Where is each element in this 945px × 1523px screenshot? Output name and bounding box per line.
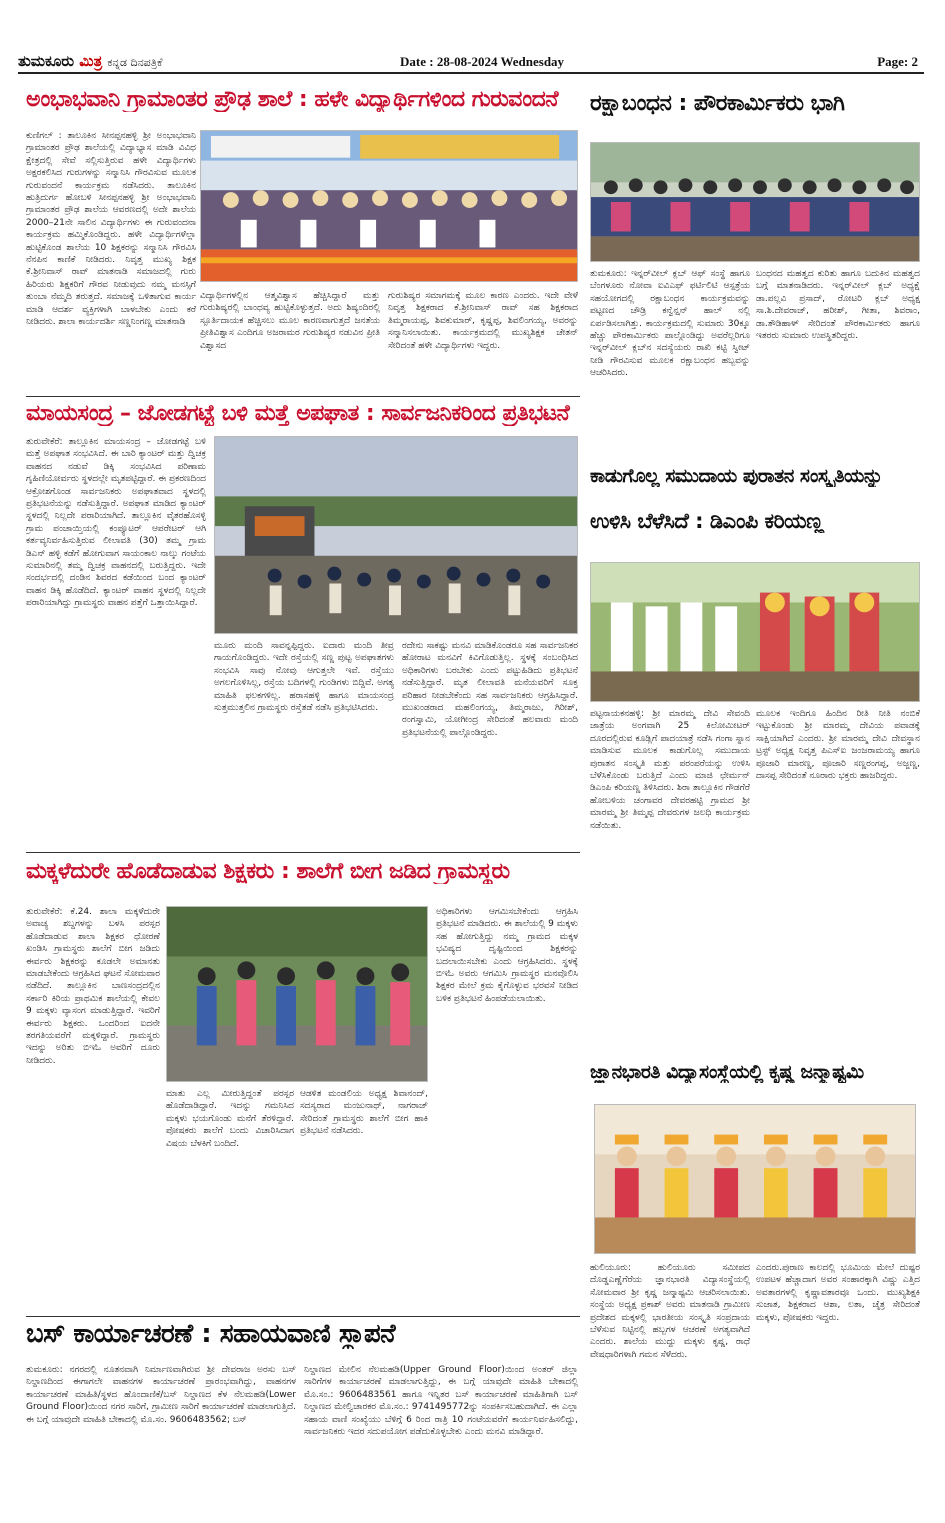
headline-kadugolla-line2: ಉಳಿಸಿ ಬೆಳೆಸಿದೆ : ಡಿಎಂಪಿ ಕರಿಯಣ್ಣ: [590, 510, 824, 533]
article-kadugolla-col1: ಪಟ್ಟನಾಯಕನಹಳ್ಳಿ: ಶ್ರೀ ಮಾರಮ್ಮ ದೇವಿ ಸೇವಂದಿ ಜಾತ್ರೆಯ ಅಂಗವಾಗಿ 25 ಕಿಲೋಮೀಟರ್ ದೂರದಲ್ಲಿರುವ ಕೂಡ್ಲಿಗೆ ಪಾದಯಾತ್ರೆ ನಡೆಸಿ ಗಂಗಾ ಸ್ನಾನ ಮಾಡಿಸುವ ಮೂಲಕ ಕಾಡುಗೊಲ್ಲ ಸಮುದಾಯ ಪುರಾತನ ಸಂಸ್ಕೃತಿ ಮತ್ತು ಪರಂಪರೆಯನ್ನು ಉಳಿಸಿ ಬೆಳೆಸಿಕೊಂಡು ಬರುತ್ತಿದೆ ಎಂದು ಮಾಜಿ ಛೇರ್ಮನ್ ಡಿಎಂಪಿ ಕರಿಯಣ್ಣ ತಿಳಿಸಿದರು. ಶಿರಾ ತಾಲ್ಲೂಕಿನ ಗೌಡಗೆರೆ ಹೋಬಳಿಯ ಚಂಗಾವರ ದೇವರಹಟ್ಟಿ ಗ್ರಾಮದ ಶ್ರೀ ಮಾರಮ್ಮ ಶ್ರೀ ತಿಮ್ಮಪ್ಪ ದೇವರುಗಳ ಜಲಧಿ ಕಾರ್ಯಕ್ರಮ ನಡೆಯಿತು.: [590, 709, 750, 831]
raksha-bandhan-group-photo: [590, 142, 920, 262]
article-accident-col2: ಮೂರು ಮಂದಿ ಸಾವನ್ನಪ್ಪಿದ್ದರು. ಐದಾರು ಮಂದಿ ತೀವ್ರ ಗಾಯಗೊಂಡಿದ್ದರು. ಇದೇ ರಸ್ತೆಯಲ್ಲಿ ಸಣ್ಣ ಪುಟ್ಟ ಅಪಘಾತಗಳು ಸಂಭವಿಸಿ ಸಾವು ನೋವು ಆಗುತ್ತಲೇ ಇವೆ. ರಸ್ತೆಯು ಅಗಲಗೊಳಿಸಿಲ್ಲ, ರಸ್ತೆಯ ಬದಿಗಳಲ್ಲಿ ಗುಂಡಿಗಳು ಬಿದ್ದಿವೆ. ಅಗತ್ಯ ಮಾಹಿತಿ ಫಲಕಗಳಿಲ್ಲ. ಹರಾಸಹಳ್ಳಿ ಹಾಗೂ ಮಾಯಸಂದ್ರ ಸುತ್ತಮುತ್ತಲಿನ ಗ್ರಾಮಸ್ಥರು ರಸ್ತೆತಡೆ ನಡೆಸಿ ಪ್ರತಿಭಟಿಸಿದರು.: [214, 641, 394, 714]
article-krishna-col1: ಹುಲಿಯೂರು: ಹುಲಿಯೂರು ಸಮೀಪದ ದೊಡ್ಡಎಣ್ಣೆಗೆರೆಯ ಜ್ಞಾನಭಾರತಿ ವಿದ್ಯಾಸಂಸ್ಥೆಯಲ್ಲಿ ಸೋಮವಾರ ಶ್ರೀ ಕೃಷ್ಣ ಜನ್ಮಾಷ್ಟಮಿ ಆಚರಿಸಲಾಯಿತು. ಸಂಸ್ಥೆಯ ಅಧ್ಯಕ್ಷ ಪ್ರಕಾಶ್ ಅವರು ಮಾತನಾಡಿ ಗ್ರಾಮೀಣ ಪ್ರದೇಶದ ಮಕ್ಕಳಲ್ಲಿ ಭಾರತೀಯ ಸಂಸ್ಕೃತಿ ಸಂಪ್ರದಾಯ ಬೆಳೆಸುವ ನಿಟ್ಟಿನಲ್ಲಿ ಹಬ್ಬಗಳ ಆಚರಣೆ ಅಗತ್ಯವಾಗಿದೆ ಎಂದರು. ಶಾಲೆಯ ಮುದ್ದು ಮಕ್ಕಳು ಕೃಷ್ಣ, ರಾಧೆ ವೇಷಧಾರಿಗಳಾಗಿ ಗಮನ ಸೆಳೆದರು.: [590, 1263, 750, 1360]
headline-teachers-fight: ಮಕ್ಕಳೆದುರೇ ಹೊಡೆದಾಡುವ ಶಿಕ್ಷಕರು : ಶಾಲೆಗೆ ಬೀಗ ಜಡಿದ ಗ್ರಾಮಸ್ಥರು: [26, 860, 510, 884]
krishna-costume-children-photo: [594, 1104, 916, 1254]
brand-subtitle: ಕನ್ನಡ ದಿನಪತ್ರಿಕೆ: [107, 56, 163, 69]
rule: [26, 1316, 580, 1317]
article-gurvandane-col3: ಗುರುಶಿಷ್ಯರ ಸಮಾಗಮಕ್ಕೆ ಮೂಲ ಕಾರಣ ಎಂದರು. ಇದೇ ವೇಳೆ ನಿವೃತ್ತ ಶಿಕ್ಷಕರಾದ ಕೆ.ಶ್ರೀನಿವಾಸ್ ರಾವ್ ಸಹ ಶಿಕ್ಷಕರಾದ ತಿಮ್ಮರಾಯಪ್ಪ, ಶಿವಕುಮಾರ್, ಕೃಷ್ಣಪ್ಪ, ಶಿವಲಿಂಗಯ್ಯ, ಅವರನ್ನು ಸನ್ಮಾನಿಸಲಾಯಿತು. ಕಾರ್ಯಕ್ರಮದಲ್ಲಿ ಮುಖ್ಯಶಿಕ್ಷಕ ಚೇತನ್ ಸೇರಿದಂತೆ ಹಳೇ ವಿದ್ಯಾರ್ಥಿಗಳು ಇದ್ದರು.: [388, 291, 578, 351]
brand-mitra: ಮಿತ್ರ: [79, 52, 103, 70]
article-gurvandane-col2: ವಿದ್ಯಾರ್ಥಿಗಳಲ್ಲಿನ ಆತ್ಮವಿಶ್ವಾಸ ಹೆಚ್ಚಿಸಿದ್ದಾರೆ ಮತ್ತು ಗುರುಶಿಷ್ಯರಲ್ಲಿ ಬಾಂಧವ್ಯ ಹುಟ್ಟಿಕೊಳ್ಳುತ್ತದೆ. ಅದು ಶಿಷ್ಯಂದಿರಲ್ಲಿ ಸ್ಪೂರ್ತಿದಾಯಕ ಹೆಚ್ಚಿಸಲು ಮೂಲ ಕಾರಣವಾಗುತ್ತದೆ ಜನತೆಯ ಪ್ರೀತಿವಿಶ್ವಾಸ ಎಂದಿಗೂ ಅಜರಾಮರ ಗುರುಶಿಷ್ಯರ ನಡುವಿನ ಪ್ರೀತಿ ವಿಶ್ವಾಸದ: [200, 291, 380, 351]
article-teachers-col1: ತುರುವೇಕೆರೆ: ಕೆ.24. ಶಾಲಾ ಮಕ್ಕಳೆದುರೇ ಅವಾಚ್ಯ ಶಬ್ದಗಳನ್ನು ಬಳಸಿ ಪರಸ್ಪರ ಹೊಡೆದಾಡುವ ಶಾಲಾ ಶಿಕ್ಷಕರ ಧೋರಣೆ ಖಂಡಿಸಿ ಗ್ರಾಮಸ್ಥರು ಶಾಲೆಗೆ ಬೀಗ ಜಡಿದು ಈರ್ವರು ಶಿಕ್ಷಕರನ್ನು ಕೂಡಲೇ ಅಮಾನತು ಮಾಡಬೇಕೆಂದು ಆಗ್ರಹಿಸಿದ ಘಟನೆ ಸೋಮವಾರ ನಡೆದಿದೆ. ತಾಲ್ಲೂಕಿನ ಬಾಣಸಂದ್ರದಲ್ಲಿನ ಸರ್ಕಾರಿ ಕಿರಿಯ ಪ್ರಾಥಮಿಕ ಶಾಲೆಯಲ್ಲಿ ಕೇವಲ 9 ಮಕ್ಕಳು ವ್ಯಾಸಂಗ ಮಾಡುತ್ತಿದ್ದಾರೆ. ಇವರಿಗೆ ಈರ್ವರು ಶಿಕ್ಷಕರು. ಒಂದರಿಂದ ಐದನೇ ತರಗತಿಯವರೆಗೆ ಮಕ್ಕಳಿದ್ದಾರೆ. ಗ್ರಾಮಸ್ಥರು ಇದನ್ನು ಅರಿತು ಬಿಇಓ ಅವರಿಗೆ ದೂರು ನೀಡಿದರು.: [26, 907, 160, 1066]
article-raksha-col1: ತುಮಕೂರು: ಇನ್ನರ್‌ವೀಲ್ ಕ್ಲಬ್ ಆಫ್ ಸಂಸ್ಥೆ ಹಾಗೂ ಬೆಂಗಳೂರು ನೋವಾ ಐವಿಎಫ್ ಫರ್ಟಿಲಿಟಿ ಆಸ್ಪತ್ರೆಯ ಸಹಯೋಗದಲ್ಲಿ ರಕ್ಷಾಬಂಧನ ಕಾರ್ಯಕ್ರಮವನ್ನು ಪಟ್ಟಣದ ಚೌಡ್ರಿ ಕನ್ವೆನ್ಷನ್ ಹಾಲ್ ನಲ್ಲಿ ಏರ್ಪಡಿಸಲಾಗಿತ್ತು. ಕಾರ್ಯಕ್ರಮದಲ್ಲಿ ಸುಮಾರು 30ಕ್ಕೂ ಹೆಚ್ಚು ಪೌರಕಾರ್ಮಿಕರು ಪಾಲ್ಗೊಂಡಿದ್ದು ಅವರೆಲ್ಲರಿಗೂ ಇನ್ನರ್‌ವೀಲ್ ಕ್ಲಬ್‌ನ ಸದಸ್ಯೆಯರು ರಾಖಿ ಕಟ್ಟಿ ಸ್ವೀಟ್ ನೀಡಿ ಗೌರವಿಸುವ ಮೂಲಕ ರಕ್ಷಾಬಂಧನ ಹಬ್ಬವನ್ನು ಆಚರಿಸಿದರು.: [590, 269, 750, 379]
headline-accident-protest: ಮಾಯಸಂದ್ರ – ಜೋಡಗಟ್ಟೆ ಬಳಿ ಮತ್ತೆ ಅಪಘಾತ : ಸಾರ್ವಜನಿಕರಿಂದ ಪ್ರತಿಭಟನೆ: [26, 402, 570, 426]
school-children-photo: [166, 906, 428, 1082]
road-protest-photo: [214, 436, 578, 634]
temple-procession-photo: [590, 562, 920, 702]
rule: [26, 396, 580, 397]
article-accident-col3: ರದೇನು ಸಾಕಷ್ಟು ಮನವಿ ಮಾಡಿಕೊಂಡರೂ ಸಹ ಸಾರ್ವಜನಿಕರ ಹೋರಾಟ ಮನವಿಗೆ ಕಿವಿಗೊಡುತ್ತಿಲ್ಲ. ಸ್ಥಳಕ್ಕೆ ಸಂಬಂಧಿಸಿದ ಅಧಿಕಾರಿಗಳು ಬರಬೇಕು ಎಂದು ಪಟ್ಟುಹಿಡಿದು ಪ್ರತಿಭಟನೆ ನಡೆಸುತ್ತಿದ್ದಾರೆ. ಮೃತ ಲೀಲಾವತಿ ಮನೆಯವರಿಗೆ ಸೂಕ್ತ ಪರಿಹಾರ ನೀಡಬೇಕೆಂದು ಸಹ ಸಾರ್ವಜನಿಕರು ಆಗ್ರಹಿಸಿದ್ದಾರೆ. ಮುಖಂಡರಾದ ಮಹಲಿಂಗಯ್ಯ, ತಿಮ್ಮರಾಜು, ಗಿರೀಶ್, ರಂಗಸ್ವಾಮಿ, ಯೋಗೀಂದ್ರ ಸೇರಿದಂತೆ ಹಲವಾರು ಮಂದಿ ಪ್ರತಿಭಟನೆಯಲ್ಲಿ ಪಾಲ್ಗೊಂಡಿದ್ದರು.: [402, 641, 578, 738]
masthead: [18, 52, 924, 74]
rule: [26, 852, 580, 853]
headline-gurvandane: ಅಂಭಾಭವಾನಿ ಗ್ರಾಮಾಂತರ ಪ್ರೌಢ ಶಾಲೆ : ಹಳೇ ವಿದ್ಯಾರ್ಥಿಗಳಿಂದ ಗುರುವಂದನೆ: [26, 88, 558, 112]
article-teachers-col2: ಮಾತು ಎಲ್ಲ ಮೀರುತ್ತಿದ್ದಂತೆ ಪರಸ್ಪರ ಹೊಡೆದಾಡಿದ್ದಾರೆ. ಇದನ್ನು ಗಮನಿಸಿದ ಮಕ್ಕಳು ಭಯಗೊಂಡು ಮನೆಗೆ ತೆರಳಿದ್ದಾರೆ. ಪೋಷಕರು ಶಾಲೆಗೆ ಬಂದು ವಿಚಾರಿಸಿದಾಗ ವಿಷಯ ಬೆಳಕಿಗೆ ಬಂದಿದೆ.: [166, 1089, 294, 1149]
group-felicitation-photo: [200, 130, 578, 282]
headline-kadugolla-line1: ಕಾಡುಗೊಲ್ಲ ಸಮುದಾಯ ಪುರಾತನ ಸಂಸ್ಕೃತಿಯನ್ನು: [590, 466, 883, 487]
article-accident-col1: ತುರುವೇಕೆರೆ: ತಾಲ್ಲೂಕಿನ ಮಾಯಸಂದ್ರ – ಜೋಡಗಟ್ಟೆ ಬಳಿ ಮತ್ತೆ ಅಪಘಾತ ಸಂಭವಿಸಿದೆ. ಈ ಬಾರಿ ಕ್ಯಾಂಟರ್ ಮತ್ತು ದ್ವಿಚಕ್ರ ವಾಹನದ ನಡುವೆ ಡಿಕ್ಕಿ ಸಂಭವಿಸಿದ ಪರಿಣಾಮ ಗೃಹಿಣಿಯೋರ್ವರು ಸ್ಥಳದಲ್ಲೇ ಮೃತಪಟ್ಟಿದ್ದಾರೆ. ಈ ಪ್ರಕರಣದಿಂದ ಆಕ್ರೋಶಗೊಂಡ ಸಾರ್ವಜನಿಕರು ಅಪಘಾತವಾದ ಸ್ಥಳದಲ್ಲಿ ಪ್ರತಿಭಟನೆಯನ್ನು ನಡೆಸುತ್ತಿದ್ದಾರೆ. ಅಪಘಾತ ಮಾಡಿದ ಕ್ಯಾಂಟರ್ ಸ್ಥಳದಲ್ಲಿ ನಿಲ್ಲದೇ ಪರಾರಿಯಾಗಿದೆ. ತಾಲ್ಲೂಕಿನ ವೈತರಹೊಸಳ್ಳಿ ಗ್ರಾಮ ಪಂಚಾಯ್ತಿಯಲ್ಲಿ ಕಂಪ್ಯೂಟರ್ ಆಪರೇಟರ್ ಆಗಿ ಕರ್ತವ್ಯನಿರ್ವಹಿಸುತ್ತಿರುವ ಲೀಲಾವತಿ (30) ತಮ್ಮ ಗ್ರಾಮ ಡಿಎನ್ ಹಳ್ಳಿ ಕಡೆಗೆ ಹೋಗುವಾಗ ಸಾಯಂಕಾಲ ನಾಲ್ಕು ಗಂಟೆಯ ಸುಮಾರಿನಲ್ಲಿ ತಮ್ಮ ದ್ವಿಚಕ್ರ ವಾಹನದಲ್ಲಿ ಬರುತ್ತಿದ್ದರು. ಇದೇ ಸಂದರ್ಭದಲ್ಲಿ ದಂಡಿನ ಶಿವರದ ಕಡೆಯಿಂದ ಬಂದ ಕ್ಯಾಂಟರ್ ವಾಹನ ಡಿಕ್ಕಿ ಹೊಡೆದಿದೆ. ಕ್ಯಾಂಟರ್ ವಾಹನ ಸ್ಥಳದಲ್ಲಿ ನಿಲ್ಲದೇ ಪರಾರಿಯಾಗಿದ್ದು ಗ್ರಾಮಸ್ಥರು ವಾಹನ ಪತ್ತೆಗೆ ಒತ್ತಾಯಿಸಿದ್ದಾರೆ.: [26, 437, 206, 609]
headline-raksha-bandhan: ರಕ್ಷಾಬಂಧನ : ಪೌರಕಾರ್ಮಿಕರು ಭಾಗಿ: [590, 92, 845, 116]
article-gurvandane-col1: ಕುಣಿಗಲ್ : ತಾಲೂಕಿನ ಸೀನಪ್ಪನಹಳ್ಳಿ ಶ್ರೀ ಅಂಭಾಭವಾನಿ ಗ್ರಾಮಾಂತರ ಪ್ರೌಢ ಶಾಲೆಯಲ್ಲಿ ವಿದ್ಯಾಭ್ಯಾಸ ಮಾಡಿ ವಿವಿಧ ಕ್ಷೇತ್ರದಲ್ಲಿ ಸೇವೆ ಸಲ್ಲಿಸುತ್ತಿರುವ ಹಳೇ ವಿದ್ಯಾರ್ಥಿಗಳು ಅಕ್ಷರಕಲಿಸಿದ ಗುರುಗಳನ್ನು ಸನ್ಮಾನಿಸಿ ಗೌರವಿಸುವ ಮೂಲಕ ಗುರುವಂದನೆ ಕಾರ್ಯಕ್ರಮ ನಡೆಸಿದರು. ತಾಲೂಕಿನ ಹುತ್ರಿದುರ್ಗ ಹೋಬಳಿ ಸೀನಪ್ಪನಹಳ್ಳಿ ಶ್ರೀ ಅಂಭಾಭವಾನಿ ಗ್ರಾಮಾಂತರ ಪ್ರೌಢ ಶಾಲೆಯ ಆವರಣದಲ್ಲಿ ಅದೇ ಶಾಲೆಯ 2000–21ನೇ ಸಾಲಿನ ವಿದ್ಯಾರ್ಥಿಗಳು ಈ ಗುರುವಂದನಾ ಕಾರ್ಯಕ್ರಮ ಹಮ್ಮಿಕೊಂಡಿದ್ದರು. ಹಳೇ ವಿದ್ಯಾರ್ಥಿಗಳೆಲ್ಲಾ ಹುಟ್ಟಿಕೊಂಡ ಶಾಲೆಯ 10 ಶಿಕ್ಷಕರನ್ನು ಸನ್ಮಾನಿಸಿ ಗೌರವಿಸಿ ನೆನಪಿನ ಕಾಣಿಕೆ ನೀಡಿದರು. ನಿವೃತ್ತ ಮುಖ್ಯ ಶಿಕ್ಷಕ ಕೆ.ಶ್ರೀನಿವಾಸ್ ರಾವ್ ಮಾತನಾಡಿ ಸಮಾಜದಲ್ಲಿ ಗುರು ಹಿರಿಯರು ಶಿಕ್ಷಕರಿಗೆ ಗೌರವ ನೀಡುವುದು ನಮ್ಮ ಮನಸ್ಸಿಗೆ ತುಂಬಾ ನೆಮ್ಮದಿ ತರುತ್ತದೆ. ಸಮಾಜಕ್ಕೆ ಒಳಿತಾಗುವ ಕಾರ್ಯ ಮಾಡಿ ಆದರ್ಶ ವ್ಯಕ್ತಿಗಳಾಗಿ ಬಾಳಬೇಕು ಎಂದು ಕರೆ ನೀಡಿದರು. ಶಾಲಾ ಕಾರ್ಯದರ್ಶಿ ಸಣ್ಣನಿಂಗಣ್ಣ ಮಾತನಾಡಿ: [26, 131, 196, 328]
article-teachers-col3: ಆಡಳಿತ ಮಂಡಲಿಯ ಅಧ್ಯಕ್ಷ ಶಿವಾನಂದ್, ಸದಸ್ಯರಾದ ಮಂಜುನಾಥ್, ನಾಗರಾಜ್ ಸೇರಿದಂತೆ ಗ್ರಾಮಸ್ಥರು ಶಾಲೆಗೆ ಬೀಗ ಹಾಕಿ ಪ್ರತಿಭಟನೆ ನಡೆಸಿದರು.: [300, 1089, 428, 1137]
page-number: Page: 2: [877, 54, 918, 69]
headline-bus-helpline: ಬಸ್ ಕಾರ್ಯಾಚರಣೆ : ಸಹಾಯವಾಣಿ ಸ್ಥಾಪನೆ: [26, 1320, 396, 1349]
article-teachers-col4: ಅಧಿಕಾರಿಗಳು ಆಗಮಿಸಬೇಕೆಂದು ಆಗ್ರಹಿಸಿ ಪ್ರತಿಭಟನೆ ಮಾಡಿದರು. ಈ ಶಾಲೆಯಲ್ಲಿ 9 ಮಕ್ಕಳು ಸಹ ಹೋಗುತ್ತಿದ್ದು ನಮ್ಮ ಗ್ರಾಮದ ಮಕ್ಕಳ ಭವಿಷ್ಯದ ದೃಷ್ಟಿಯಿಂದ ಶಿಕ್ಷಕರನ್ನು ಬದಲಾಯಿಸಬೇಕು ಎಂದು ಆಗ್ರಹಿಸಿದರು. ಸ್ಥಳಕ್ಕೆ ಬಿಇಓ ಅವರು ಆಗಮಿಸಿ ಗ್ರಾಮಸ್ಥರ ಮನವೊಲಿಸಿ ಶಿಕ್ಷಕರ ಮೇಲೆ ಕ್ರಮ ಕೈಗೊಳ್ಳುವ ಭರವಸೆ ನೀಡಿದ ಬಳಿಕ ಪ್ರತಿಭಟನೆ ಹಿಂಪಡೆಯಲಾಯಿತು.: [436, 907, 578, 1004]
article-kadugolla-col2: ಮೂಲಕ ಇಂದಿಗೂ ಹಿಂದಿನ ರೀತಿ ನೀತಿ ನಂಬಿಕೆ ಇಟ್ಟುಕೊಂಡು ಶ್ರೀ ಮಾರಮ್ಮ ದೇವಿಯ ಪವಾಡಕ್ಕೆ ಸಾಕ್ಷಿಯಾಗಿದೆ ಎಂದರು. ಶ್ರೀ ಮಾರಮ್ಮ ದೇವಿ ದೇವಸ್ಥಾನ ಟ್ರಸ್ಟ್ ಅಧ್ಯಕ್ಷ ನಿವೃತ್ತ ಪಿಎಸ್ಐ ಜಂಜರಾಮಯ್ಯ ಹಾಗೂ ಪೂಜಾರಿ ಮಾರಣ್ಣ, ಪೂಜಾರಿ ಸಣ್ಣರಂಗಪ್ಪ, ಅಜ್ಜಣ್ಣ, ದಾಸಪ್ಪ ಸೇರಿದಂತೆ ನೂರಾರು ಭಕ್ತರು ಹಾಜರಿದ್ದರು.: [756, 709, 920, 782]
article-raksha-col2: ಬಂಧನದ ಮಹತ್ವದ ಕುರಿತು ಹಾಗೂ ಬದುಕಿನ ಮಹತ್ವದ ಬಗ್ಗೆ ಮಾತನಾಡಿದರು. ಇನ್ನರ್‌ವೀಲ್ ಕ್ಲಬ್ ಅಧ್ಯಕ್ಷೆ ಡಾ.ಪಲ್ಲವಿ ಪ್ರಸಾದ್, ರೋಟರಿ ಕ್ಲಬ್ ಅಧ್ಯಕ್ಷ ಸಾ.ಶಿ.ದೇವರಾಜ್, ಹರೀಶ್, ಗೀತಾ, ಶಿವರಾಂ, ಡಾ.ತೌಡಿಹಾಳ್ ಸೇರಿದಂತೆ ಪೌರಕಾರ್ಮಿಕರು ಹಾಗೂ ಇತರರು ಸುಮಾರು ಉಪಸ್ಥಿತರಿದ್ದರು.: [756, 269, 920, 342]
headline-krishna-janmashtami: ಜ್ಞಾನಭಾರತಿ ವಿದ್ಯಾಸಂಸ್ಥೆಯಲ್ಲಿ ಕೃಷ್ಣ ಜನ್ಮಾಷ್ಟಮಿ: [590, 1062, 864, 1083]
article-bus-col1: ತುಮಕೂರು: ನಗರದಲ್ಲಿ ನೂತನವಾಗಿ ನಿರ್ಮಾಣವಾಗಿರುವ ಶ್ರೀ ದೇವರಾಜ ಅರಸು ಬಸ್ ನಿಲ್ದಾಣದಿಂದ ಈಗಾಗಲೇ ವಾಹನಗಳ ಕಾರ್ಯಾಚರಣೆ ಪ್ರಾರಂಭವಾಗಿದ್ದು, ವಾಹನಗಳ ಕಾರ್ಯಾಚರಣೆ ಮಾಹಿತಿ/ಸ್ಥಳದ ಹೊಂದಾಣಿಕೆ/ಬಸ್ ನಿಲ್ದಾಣದ ಕೆಳ ನೆಲಮಹಡಿ(Lower Ground Floor)ಯಿಂದ ನಗರ ಸಾರಿಗೆ, ಗ್ರಾಮೀಣ ಸಾರಿಗೆ ಕಾರ್ಯಾಚರಣೆ ಮಾಡಲಾಗುತ್ತಿದೆ. ಈ ಬಗ್ಗೆ ಯಾವುದೇ ಮಾಹಿತಿ ಬೇಕಾದಲ್ಲಿ ಮೊ.ಸಂ. 9606483562; ಬಸ್: [26, 1365, 296, 1425]
article-krishna-col2: ಎಂದರು.ಪುರಾಣ ಕಾಲದಲ್ಲಿ ಭೂಮಿಯ ಮೇಲೆ ದುಷ್ಟರ ಉಪಟಳ ಹೆಚ್ಚಾದಾಗ ಅವರ ಸಂಹಾರಕ್ಕಾಗಿ ವಿಷ್ಣು ಎತ್ತಿದ ಅವತಾರಗಳಲ್ಲಿ ಕೃಷ್ಣಾವತಾರವೂ ಒಂದು. ಮುಖ್ಯಶಿಕ್ಷಕಿ ಸುಜಾತ, ಶಿಕ್ಷಕರಾದ ಆಶಾ, ಲತಾ, ಚೈತ್ರ ಸೇರಿದಂತೆ ಮಕ್ಕಳು, ಪೋಷಕರು ಇದ್ದರು.: [756, 1263, 920, 1323]
newspaper-brand: [18, 52, 162, 70]
issue-date: Date : 28-08-2024 Wednesday: [400, 54, 565, 69]
brand-prefix: ತುಮಕೂರು: [18, 52, 75, 70]
article-bus-col2: ನಿಲ್ದಾಣದ ಮೇಲಿನ ನೆಲಮಹಡಿ(Upper Ground Floor)ಯಿಂದ ಅಂತರ್ ಜಿಲ್ಲಾ ಸಾರಿಗೆಗಳ ಕಾರ್ಯಾಚರಣೆ ಮಾಡಲಾಗುತ್ತಿದ್ದು, ಈ ಬಗ್ಗೆ ಯಾವುದೇ ಮಾಹಿತಿ ಬೇಕಾದಲ್ಲಿ ಮೊ.ಸಂ.: 9606483561 ಹಾಗೂ ಇನ್ನಿತರ ಬಸ್ ಕಾರ್ಯಾಚರಣೆ ಮಾಹಿತಿಗಾಗಿ ಬಸ್ ನಿಲ್ದಾಣದ ಮೇಲ್ವಿಚಾರಕರ ಮೊ.ಸಂ.: 9741495772ನ್ನು ಸಂಪರ್ಕಿಸಬಹುದಾಗಿದೆ. ಈ ಎಲ್ಲಾ ಸಹಾಯ ವಾಣಿ ಸಂಖ್ಯೆಯು ಬೆಳಿಗ್ಗೆ 6 ರಿಂದ ರಾತ್ರಿ 10 ಗಂಟೆಯವರೆಗೆ ಕಾರ್ಯನಿರ್ವಹಿಸಲಿದ್ದು, ಸಾರ್ವಜನಿಕರು ಇದರ ಸದುಪಯೋಗ ಪಡೆದುಕೊಳ್ಳಬೇಕು ಎಂದು ಮನವಿ ಮಾಡಿದ್ದಾರೆ.: [304, 1365, 578, 1438]
